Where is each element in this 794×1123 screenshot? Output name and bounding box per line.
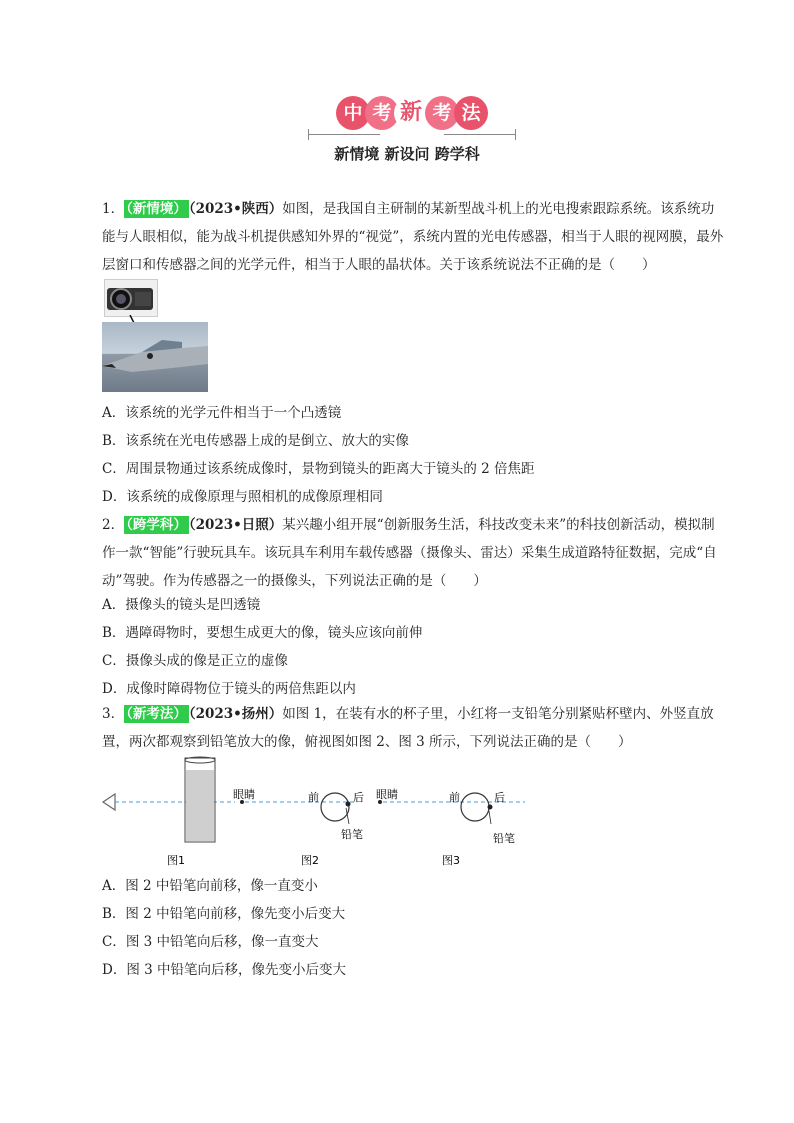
- question-text: 如图 1，在装有水的杯子里，小红将一支铅笔分别紧贴杯壁内、外竖直放置，两次都观察到铅笔放大的像，俯视图如图 2、图 3 所示，下列说法正确的是（ ）: [102, 706, 714, 750]
- back-label: 后: [494, 791, 505, 804]
- option-d: D．成像时障碍物位于镜头的两倍焦距以内: [102, 681, 356, 697]
- option-c: C．图 3 中铅笔向后移，像一直变大: [102, 934, 319, 950]
- question-number: 3．: [102, 706, 125, 722]
- cup-top-view: [461, 793, 489, 821]
- header-tick: [308, 129, 309, 140]
- option-d: D．图 3 中铅笔向后移，像先变小后变大: [102, 962, 346, 978]
- pencil-cup-diagram: [95, 752, 535, 872]
- option-a: A．该系统的光学元件相当于一个凸透镜: [102, 405, 342, 421]
- back-label: 后: [353, 791, 364, 804]
- question-tag: （新考法）: [126, 706, 187, 722]
- front-label: 前: [308, 791, 319, 804]
- option-a: A．摄像头的镜头是凹透镜: [102, 597, 261, 613]
- badge-char: 考: [425, 96, 459, 130]
- page-subtitle: 新情境 新设问 跨学科: [334, 145, 480, 163]
- cup-top-view: [321, 793, 349, 821]
- question-tag: （新情境）: [126, 201, 187, 217]
- fig1-label: 图1: [167, 854, 185, 867]
- eye-label: 眼睛: [376, 788, 398, 801]
- fig2-label: 图2: [301, 854, 319, 867]
- question-tag: （跨学科）: [126, 517, 187, 533]
- badge-char: 中: [336, 96, 370, 130]
- sensor-photo: [104, 279, 158, 317]
- option-b: B．图 2 中铅笔向前移，像先变小后变大: [102, 906, 346, 922]
- option-d: D．该系统的成像原理与照相机的成像原理相同: [102, 489, 383, 505]
- badge-char: 新: [394, 96, 428, 130]
- option-c: C．摄像头成的像是正立的虚像: [102, 653, 288, 669]
- title-badge: [0, 96, 794, 136]
- front-label: 前: [449, 791, 460, 804]
- option-a: A．图 2 中铅笔向前移，像一直变小: [102, 878, 318, 894]
- badge-char: 法: [454, 96, 488, 130]
- option-c: C．周围景物通过该系统成像时，景物到镜头的距离大于镜头的 2 倍焦距: [102, 461, 535, 477]
- pencil-label: 铅笔: [341, 828, 363, 841]
- badge-char: 考: [365, 96, 399, 130]
- pencil-label: 铅笔: [493, 832, 515, 845]
- fig3-label: 图3: [442, 854, 460, 867]
- header-rule-left: [308, 134, 380, 135]
- pencil-dot: [488, 805, 493, 810]
- option-b: B．该系统在光电传感器上成的是倒立、放大的实像: [102, 433, 409, 449]
- question-number: 1．: [102, 201, 125, 217]
- eye-icon: [103, 794, 115, 810]
- eye-label: 眼睛: [233, 788, 255, 801]
- question-source: （2023•日照）: [188, 517, 283, 533]
- option-b: B．遇障碍物时，要想生成更大的像，镜头应该向前伸: [102, 625, 423, 641]
- question-3: [102, 700, 724, 756]
- question-source: （2023•陕西）: [188, 201, 283, 217]
- pencil-dot: [346, 802, 351, 807]
- header-rule-right: [444, 134, 516, 135]
- question-number: 2．: [102, 517, 125, 533]
- fighter-jet-photo: [102, 322, 208, 392]
- question-1: [102, 195, 724, 279]
- question-2: [102, 511, 724, 595]
- question-text: 某兴趣小组开展“创新服务生活，科技改变未来”的科技创新活动，模拟制作一款“智能”行驶玩具车。该玩具车利用车载传感器（摄像头、雷达）采集生成道路特征数据，完成“自动”驾驶。作为传感器之一的摄像头，下列说法正确的是（ ）: [102, 517, 717, 589]
- header-tick: [515, 129, 516, 140]
- question-text: 如图，是我国自主研制的某新型战斗机上的光电搜索跟踪系统。该系统功能与人眼相似，能为战斗机提供感知外界的“视觉”，系统内置的光电传感器，相当于人眼的视网膜，最外层窗口和传感器之间的光学元件，相当于人眼的晶状体。关于该系统说法不正确的是（ ）: [102, 201, 724, 273]
- badge-circles: [336, 96, 488, 130]
- question-source: （2023•扬州）: [188, 706, 283, 722]
